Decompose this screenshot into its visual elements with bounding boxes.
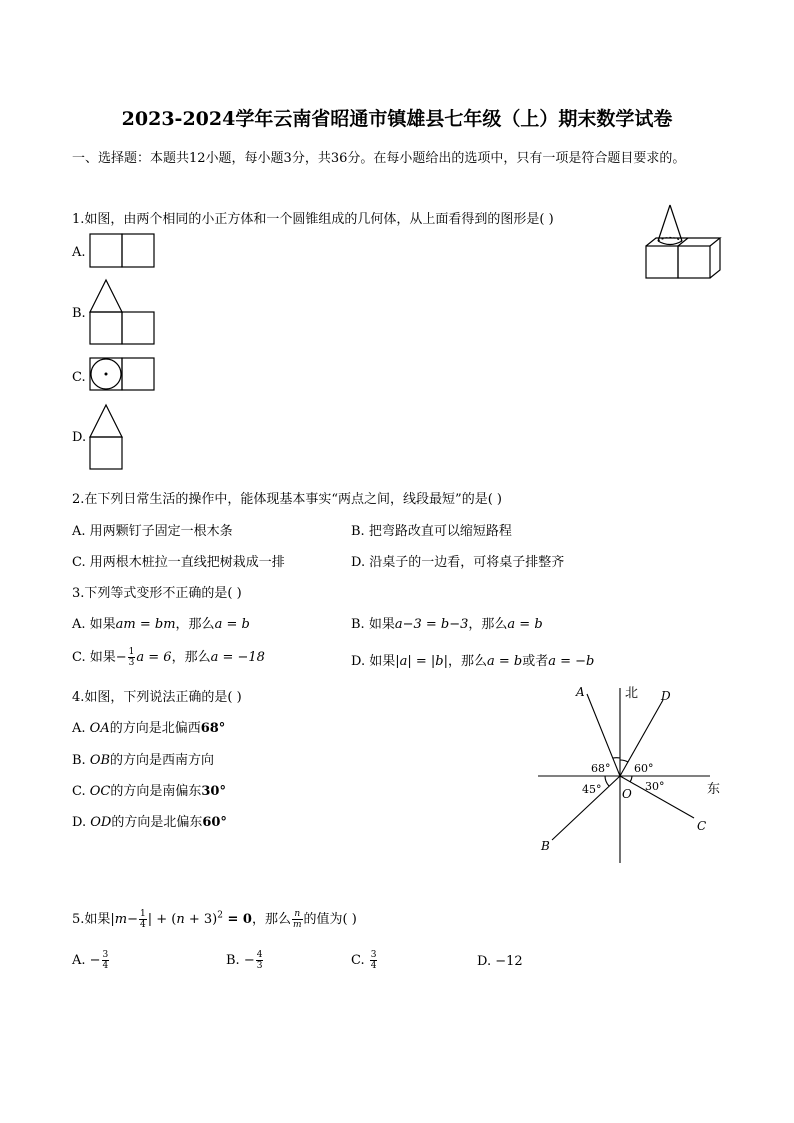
q5-fraction-quarter-num: 1 [140, 909, 146, 919]
q3-c-prefix: C. 如果− [72, 650, 127, 665]
cone-left-edge [658, 205, 670, 241]
section-heading: 一、选择题：本题共12小题，每小题3分，共36分。在每小题给出的选项中，只有一项是符合题目要求的。 [72, 151, 686, 166]
q1-option-a-figure [89, 233, 155, 269]
q5-a-fraction [102, 950, 110, 971]
q2-option-d: D. 沿桌子的一边看，可将桌子排整齐 [351, 555, 565, 570]
arc-45 [605, 776, 609, 786]
q2-option-c: C. 用两根木桩拉一直线把树栽成一排 [72, 555, 285, 570]
q4-option-d [72, 811, 227, 830]
q3-option-b [351, 613, 543, 632]
cone-base-front [658, 241, 682, 245]
q3-c-fraction-den: 3 [128, 658, 135, 668]
q1-option-b-label: B. [72, 306, 86, 321]
q3-c-fraction-num: 1 [128, 647, 135, 657]
q3-option-a [72, 613, 250, 632]
q5-option-a [72, 950, 110, 971]
q5-fraction-quarter [139, 909, 147, 930]
q3-a-result: a = b [214, 617, 250, 632]
q5-a-num: 3 [102, 950, 109, 960]
q5-then: ，那么 [251, 912, 291, 927]
q4-b-text: 的方向是西南方向 [110, 753, 215, 768]
q1-option-a-label: A. [72, 245, 86, 260]
q5-minus: − [127, 912, 139, 927]
q5-fraction-quarter-den: 4 [140, 920, 146, 930]
q5-c-den: 4 [370, 961, 377, 971]
q4-d-degree: 60° [202, 815, 227, 830]
label-angle-60: 60° [634, 762, 654, 775]
q4-direction-figure [530, 680, 730, 870]
q5-mid: | + ( [147, 912, 177, 927]
question-1-stem: 1.如图，由两个相同的小正方体和一个圆锥组成的几何体，从上面看得到的图形是( ) [72, 212, 554, 227]
q3-c-result: a = −18 [210, 650, 265, 665]
arc-30 [630, 776, 632, 782]
q1-option-b-figure [89, 278, 155, 346]
question-2-stem: 2.在下列日常生活的操作中，能体现基本事实“两点之间，线段最短”的是( ) [72, 492, 502, 507]
q5-end: 的值为( ) [303, 912, 357, 927]
label-angle-30: 30° [645, 780, 665, 793]
q3-d-result: a = b [487, 654, 523, 669]
label-o: O [622, 787, 632, 801]
q5-var-m: m [114, 912, 128, 927]
label-angle-68: 68° [591, 762, 611, 775]
label-c: C [697, 819, 707, 833]
q4-c-segment: OC [89, 784, 111, 799]
q3-option-d [351, 650, 594, 669]
q4-a-prefix: A. [72, 721, 90, 736]
q4-d-text: 的方向是北偏东 [111, 815, 203, 830]
q5-prefix: 5.如果| [72, 912, 115, 927]
label-a: A [576, 685, 585, 699]
q3-a-then: ，那么 [175, 617, 215, 632]
q5-eq0: = 0 [222, 912, 252, 927]
q3-c-equation: a = 6 [136, 650, 172, 665]
q4-c-text: 的方向是南偏东 [110, 784, 202, 799]
q2-option-a: A. 用两颗钉子固定一根木条 [72, 524, 233, 539]
q4-d-segment: OD [90, 815, 112, 830]
q5-a-label: A. − [72, 953, 101, 968]
q1-option-d-figure [89, 403, 125, 471]
q4-d-prefix: D. [72, 815, 91, 830]
question-4-stem: 4.如图，下列说法正确的是( ) [72, 690, 242, 705]
cone-right-edge [670, 205, 682, 241]
q5-plus3: + 3) [184, 912, 218, 927]
q5-var-n: n [176, 912, 185, 927]
q1-option-c-label: C. [72, 370, 86, 385]
question-5-stem [72, 908, 357, 930]
q5-b-den: 3 [256, 961, 263, 971]
q5-c-label: C. [351, 953, 369, 968]
q5-fraction-nm [292, 909, 303, 930]
q3-d-prefix: D. 如果 [351, 654, 396, 669]
q4-a-degree: 68° [200, 721, 226, 736]
q1-option-c-figure [89, 357, 155, 393]
label-b: B [541, 839, 550, 853]
q5-fraction-nm-den: m [293, 920, 302, 930]
label-east: 东 [707, 782, 721, 797]
q2-option-b: B. 把弯路改直可以缩短路程 [351, 524, 512, 539]
q3-d-then: ，那么 [447, 654, 487, 669]
q5-b-num: 4 [256, 950, 263, 960]
q4-a-segment: OA [89, 721, 110, 736]
q4-a-text: 的方向是北偏西 [109, 721, 201, 736]
q3-b-prefix: B. 如果 [351, 617, 395, 632]
q4-b-segment: OB [89, 753, 111, 768]
q5-c-fraction [370, 950, 378, 971]
q3-d-result2: a = −b [548, 654, 595, 669]
cube-front-right [678, 246, 710, 278]
q5-option-c [351, 950, 378, 971]
q3-b-equation: a−3 = b−3 [394, 617, 469, 632]
q5-option-d [477, 954, 523, 969]
label-north: 北 [625, 686, 639, 701]
q4-option-a [72, 717, 225, 736]
q3-d-or: 或者 [522, 654, 549, 669]
q4-b-prefix: B. [72, 753, 90, 768]
q4-option-b [72, 749, 214, 768]
q5-option-b [226, 950, 264, 971]
q3-b-result: a = b [507, 617, 543, 632]
label-d: D [661, 689, 671, 703]
q5-b-fraction [256, 950, 264, 971]
q1-option-d-label: D. [72, 430, 87, 445]
page-title: 2023-2024学年云南省昭通市镇雄县七年级（上）期末数学试卷 [121, 108, 673, 130]
q5-d-label: D. −12 [477, 954, 523, 969]
q3-b-then: ，那么 [468, 617, 508, 632]
q5-c-num: 3 [370, 950, 377, 960]
q5-square: 2 [217, 910, 223, 921]
arc-60 [620, 760, 628, 762]
q3-option-c [72, 646, 265, 668]
q4-c-prefix: C. [72, 784, 90, 799]
q3-d-equation: |a| = |b| [395, 654, 448, 669]
q3-a-equation: am = bm [115, 617, 176, 632]
q5-b-label: B. − [226, 953, 255, 968]
q5-fraction-nm-num: n [292, 909, 303, 920]
q4-c-degree: 30° [201, 784, 226, 799]
cube-front-left [646, 246, 678, 278]
q1-solid-figure [640, 203, 730, 283]
q4-option-c [72, 780, 226, 799]
q5-a-den: 4 [102, 961, 109, 971]
question-3-stem: 3.下列等式变形不正确的是( ) [72, 586, 242, 601]
q3-c-fraction [128, 647, 136, 668]
label-angle-45: 45° [582, 783, 602, 796]
q3-c-then: ，那么 [171, 650, 211, 665]
q3-a-prefix: A. 如果 [72, 617, 116, 632]
